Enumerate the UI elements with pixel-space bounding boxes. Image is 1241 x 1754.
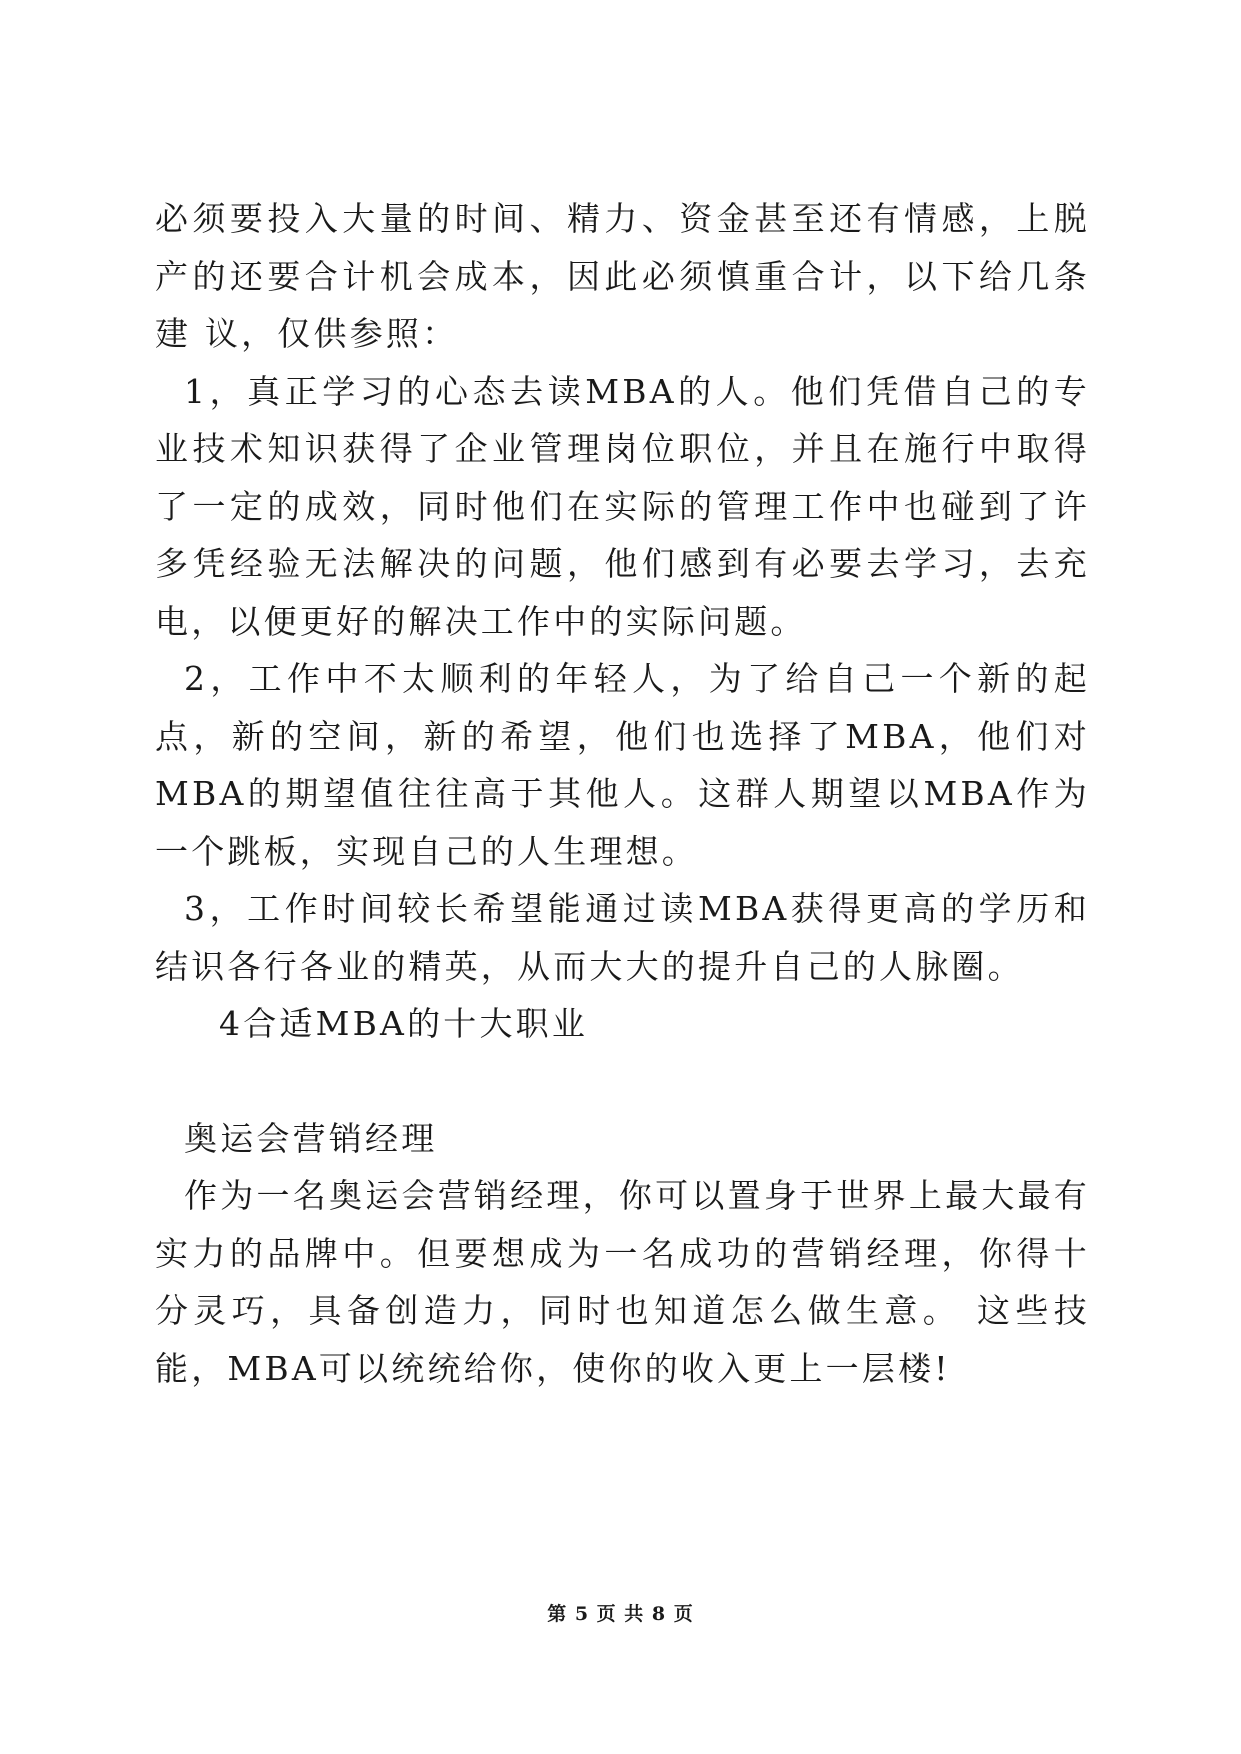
point-2-paragraph: 2，工作中不太顺利的年轻人，为了给自己一个新的起点，新的空间，新的希望，他们也选择了MBA，他们对MBA的期望值往往高于其他人。这群人期望以MBA作为一个跳板，实现自己的人生理想。	[155, 659, 1090, 871]
subsection-heading: 奥运会营销经理	[184, 1118, 438, 1158]
point-3-paragraph: 3，工作时间较长希望能通过读MBA获得更高的学历和结识各行各业的精英，从而大大的提升自己的人脉圈。	[155, 889, 1090, 986]
section-heading: 4合适MBA的十大职业	[219, 1004, 589, 1043]
page-number-footer: 第 5 页 共 8 页	[547, 1603, 694, 1625]
intro-paragraph: 必须要投入大量的时间、精力、资金甚至还有情感，上脱产的还要合计机会成本，因此必须慎重合计，以下给几条建 议，仅供参照：	[155, 199, 1090, 353]
point-1-paragraph: 1，真正学习的心态去读MBA的人。他们凭借自己的专业技术知识获得了企业管理岗位职位，并且在施行中取得了一定的成效，同时他们在实际的管理工作中也碰到了许多凭经验无法解决的问题，他们感到有必要去学习，去充电，以便更好的解决工作中的实际问题。	[155, 371, 1090, 641]
document-body	[155, 190, 1090, 1397]
subsection-paragraph: 作为一名奥运会营销经理，你可以置身于世界上最大最有实力的品牌中。但要想成为一名成功的营销经理，你得十分灵巧，具备创造力，同时也知道怎么做生意。 这些技能，MBA可以统统给你，使你的收入更上一层楼!	[155, 1176, 1090, 1388]
